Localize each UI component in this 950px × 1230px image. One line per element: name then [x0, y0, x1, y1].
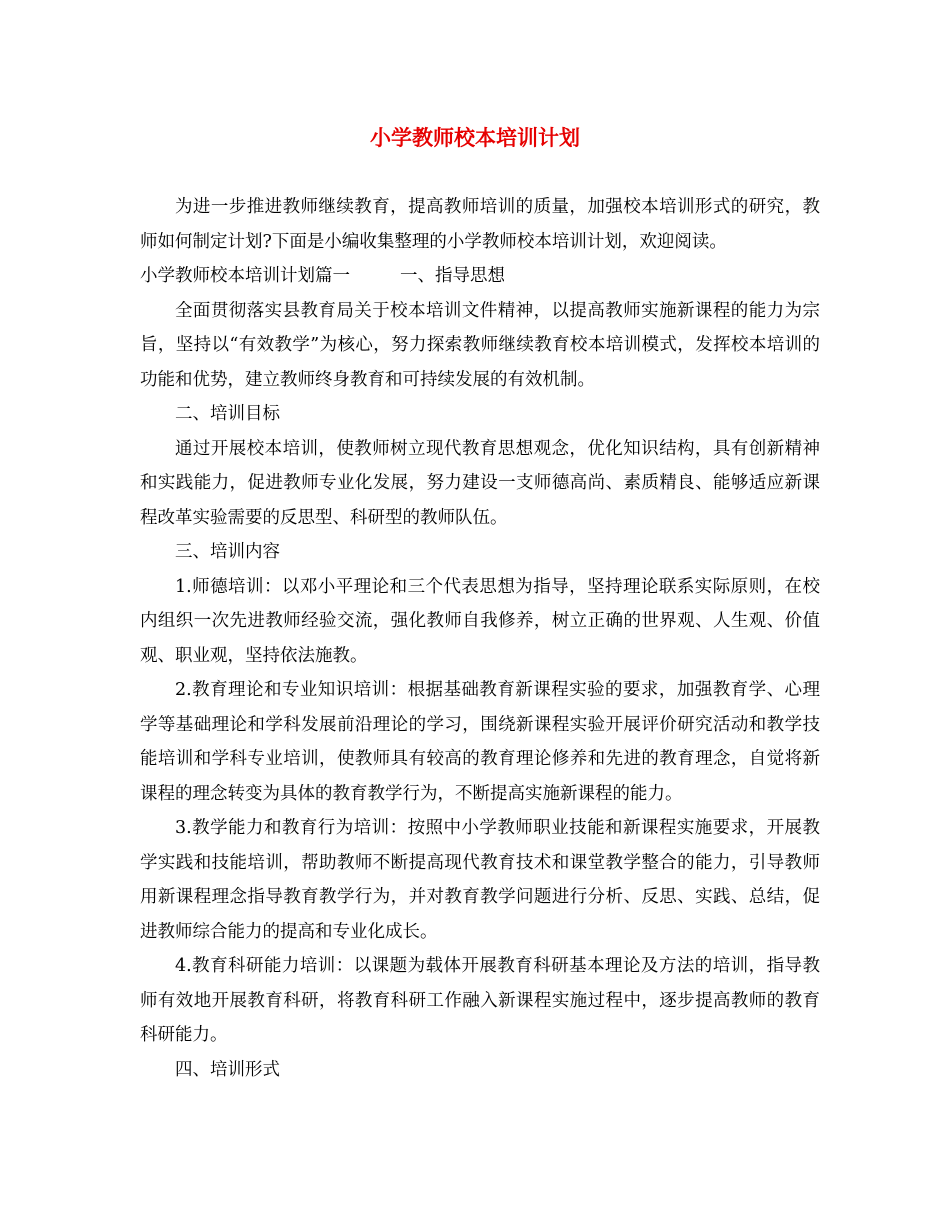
paragraph-training-goal: 通过开展校本培训，使教师树立现代教育思想观念，优化知识结构，具有创新精神和实践能力，促进教师专业化发展，努力建设一支师德高尚、素质精良、能够适应新课程改革实验需要的反思型、科研型的教师队伍。 [140, 438, 820, 528]
heading-training-content: 三、培训内容 [175, 542, 280, 562]
document-body [140, 190, 820, 1087]
document-title: 小学教师校本培训计划 [370, 125, 580, 150]
intro-paragraph: 为进一步推进教师继续教育，提高教师培训的质量，加强校本培训形式的研究，教师如何制定计划?下面是小编收集整理的小学教师校本培训计划，欢迎阅读。 [140, 197, 820, 252]
heading-training-goal: 二、培训目标 [175, 404, 280, 424]
content-item-research: 4.教育科研能力培训：以课题为载体开展教育科研基本理论及方法的培训，指导教师有效地开展教育科研，将教育科研工作融入新课程实施过程中，逐步提高教师的教育科研能力。 [140, 956, 820, 1045]
content-item-teaching-ability: 3.教学能力和教育行为培训：按照中小学教师职业技能和新课程实施要求，开展教学实践和技能培训，帮助教师不断提高现代教育技术和课堂教学整合的能力，引导教师用新课程理念指导教育教学行为，并对教育教学问题进行分析、反思、实践、总结，促进教师综合能力的提高和专业化成长。 [140, 818, 820, 942]
paragraph-guiding-thought: 全面贯彻落实县教育局关于校本培训文件精神，以提高教师实施新课程的能力为宗旨，坚持以“有效教学”为核心，努力探索教师继续教育校本培训模式，发挥校本培训的功能和优势，建立教师终身教育和可持续发展的有效机制。 [140, 300, 820, 390]
heading-training-form: 四、培训形式 [175, 1059, 280, 1080]
heading-guiding-thought: 一、指导思想 [400, 266, 505, 286]
content-item-ethics: 1.师德培训：以邓小平理论和三个代表思想为指导，坚持理论联系实际原则，在校内组织一次先进教师经验交流，强化教师自我修养，树立正确的世界观、人生观、价值观、职业观，坚持依法施教。 [140, 576, 820, 666]
content-item-theory: 2.教育理论和专业知识培训：根据基础教育新课程实验的要求，加强教育学、心理学等基础理论和学科发展前沿理论的学习，围绕新课程实验开展评价研究活动和教学技能培训和学科专业培训，使教师具有较高的教育理论修养和先进的教育理念，自觉将新课程的理念转变为具体的教育教学行为，不断提高实施新课程的能力。 [140, 680, 820, 804]
section-header: 小学教师校本培训计划篇一 [140, 266, 350, 286]
section-header-line [140, 259, 820, 294]
